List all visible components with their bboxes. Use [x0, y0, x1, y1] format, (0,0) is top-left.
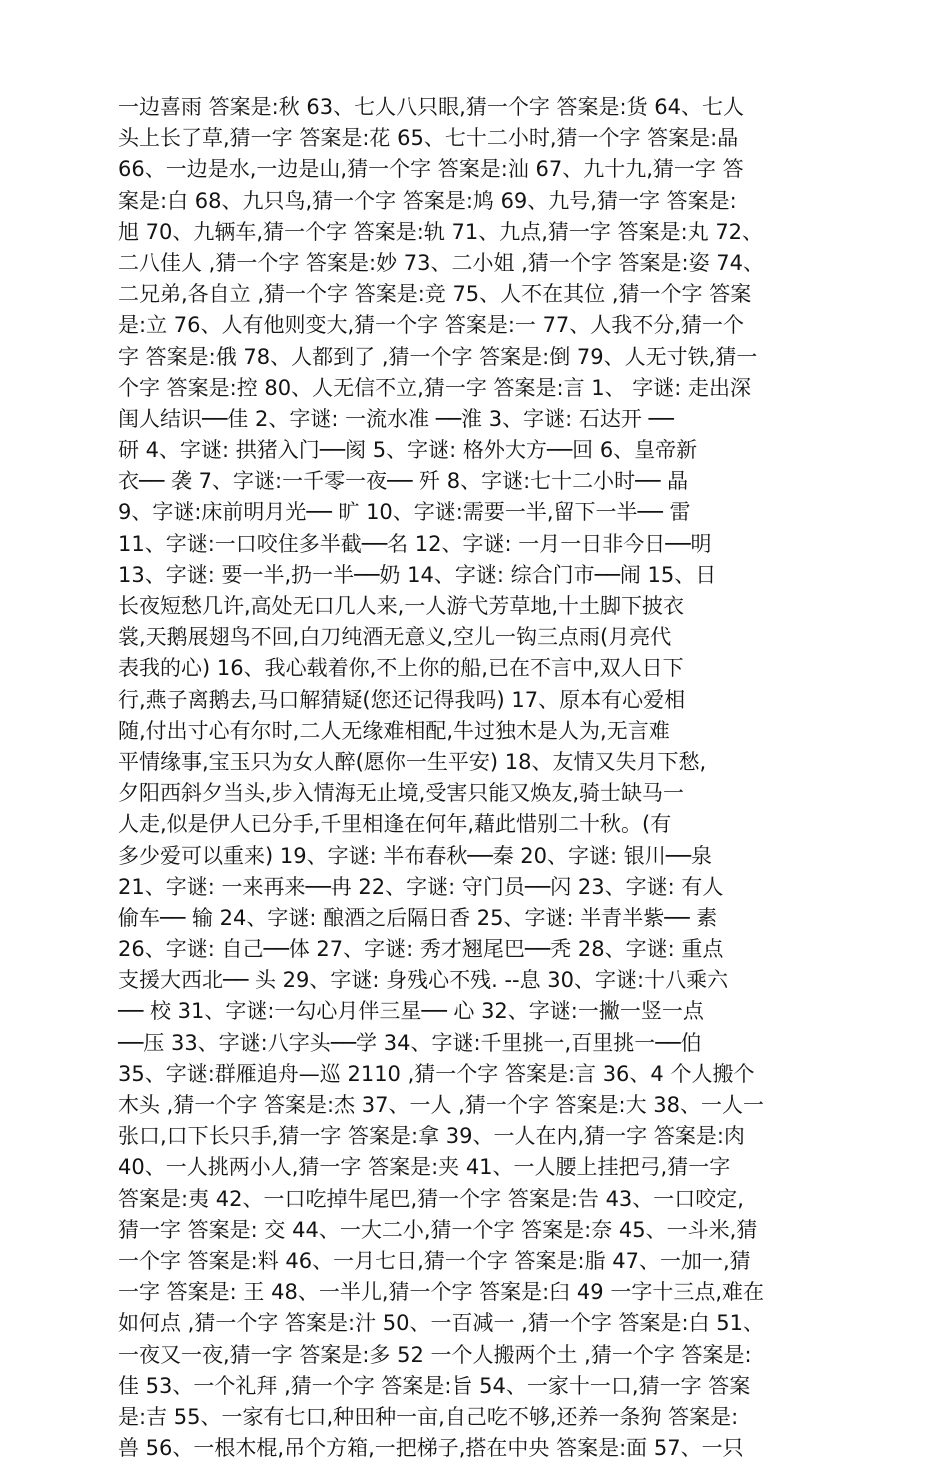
text-line: ──压 33、字谜:八字头──学 34、字谜:千里挑一,百里挑一──伯 — [118, 1030, 702, 1055]
text-line: 偷车── 输 24、字谜: 酿酒之后隔日香 25、字谜: 半青半紫── 素 — [118, 905, 718, 930]
text-line: 二八佳人 ,猜一个字 答案是:妙 73、二小姐 ,猜一个字 答案是:姿 74、 — [118, 250, 764, 275]
text-line: 闺人结识──佳 2、字谜: 一流水准 ──淮 3、字谜: 石达开 ── — [118, 406, 674, 431]
text-line: 个字 答案是:控 80、人无信不立,猜一字 答案是:言 1、 字谜: 走出深 — [118, 375, 752, 400]
document-body — [118, 92, 830, 1464]
text-line: 答案是:夷 42、一口吃掉牛尾巴,猜一个字 答案是:告 43、一口咬定, — [118, 1186, 744, 1211]
text-line: 13、字谜: 要一半,扔一半──奶 14、字谜: 综合门市──闹 15、日 — [118, 562, 717, 587]
text-line: 兽 56、一根木棍,吊个方箱,一把梯子,搭在中央 答案是:面 57、一只 — [118, 1436, 744, 1461]
text-line: ── 校 31、字谜:一勾心月伴三星── 心 32、字谜:一撇一竖一点 — [118, 999, 704, 1024]
text-line: 裳,天鹅展翅鸟不回,白刀纯酒无意义,空儿一钩三点雨(月亮代 — [118, 625, 672, 650]
text-line: 长夜短愁几许,高处无口几人来,一人游弋芳草地,十土脚下披衣 — [118, 594, 685, 618]
text-line: 佳 53、一个礼拜 ,猜一个字 答案是:旨 54、一家十一口,猜一字 答案 — [118, 1373, 751, 1398]
text-line: 夕阳西斜夕当头,步入情海无止境,受害只能又焕友,骑士缺马一 — [118, 781, 685, 806]
text-line: 平情缘事,宝玉只为女人醉(愿你一生平安) 18、友情又失月下愁, — [118, 749, 707, 774]
text-line: 张口,口下长只手,猜一字 答案是:拿 39、一人在内,猜一字 答案是:肉 — [118, 1124, 745, 1149]
text-line: 多少爱可以重来) 19、字谜: 半布春秋──秦 20、字谜: 银川──泉 — [118, 843, 713, 868]
text-line: 如何点 ,猜一个字 答案是:汁 50、一百减一 ,猜一个字 答案是:白 51、 — [118, 1311, 764, 1336]
text-line: 二兄弟,各自立 ,猜一个字 答案是:竞 75、人不在其位 ,猜一个字 答案 — [118, 282, 752, 307]
text-line: 40、一人挑两小人,猜一字 答案是:夹 41、一人腰上挂把弓,猜一字 — [118, 1155, 731, 1180]
text-line: 头上长了草,猜一字 答案是:花 65、七十二小时,猜一个字 答案是:晶 — [118, 126, 739, 151]
text-line: 行,燕子离鹅去,马口解猜疑(您还记得我吗) 17、原本有心爱相 — [118, 687, 686, 712]
text-line: 字 答案是:俄 78、人都到了 ,猜一个字 答案是:倒 79、人无寸铁,猜一 — [118, 344, 758, 369]
text-line: 是:立 76、人有他则变大,猜一个字 答案是:一 77、人我不分,猜一个 — [118, 313, 744, 338]
text-line: 一夜又一夜,猜一字 答案是:多 52 一个人搬两个土 ,猜一个字 答案是: — [118, 1342, 752, 1367]
text-line: 21、字谜: 一来再来──冉 22、字谜: 守门员──闪 23、字谜: 有人 — [118, 874, 724, 899]
text-line: 一边喜雨 答案是:秋 63、七人八只眼,猜一个字 答案是:货 64、七人 — [118, 95, 744, 119]
text-line: 表我的心) 16、我心载着你,不上你的船,已在不言中,双人日下 — [118, 656, 684, 681]
text-line: 是:吉 55、一家有七口,种田种一亩,自己吃不够,还养一条狗 答案是: — [118, 1404, 739, 1429]
text-line: 案是:白 68、九只鸟,猜一个字 答案是:鸠 69、九号,猜一字 答案是: — [118, 188, 737, 213]
text-line: 一字 答案是: 王 48、一半儿,猜一个字 答案是:臼 49 一字十三点,难在 — [118, 1280, 764, 1305]
text-line: 木头 ,猜一个字 答案是:杰 37、一人 ,猜一个字 答案是:大 38、一人一 — [118, 1093, 764, 1117]
text-line: 猜一字 答案是: 交 44、一大二小,猜一个字 答案是:奈 45、一斗米,猜 — [118, 1217, 758, 1242]
text-line: 11、字谜:一口咬住多半截──名 12、字谜: 一月一日非今日──明 — [118, 531, 712, 556]
text-line: 衣── 袭 7、字谜:一千零一夜── 歼 8、字谜:七十二小时── 晶 — [118, 469, 689, 494]
text-line: 支援大西北── 头 29、字谜: 身残心不残. --息 30、字谜:十八乘六 — [118, 968, 729, 993]
text-line: 人走,似是伊人已分手,千里相逢在何年,藉此惜别二十秋。(有 — [118, 812, 672, 837]
text-line: 35、字谜:群雁追舟—巡 2110 ,猜一个字 答案是:言 36、4 个人搬个 — [118, 1061, 755, 1086]
text-line: 研 4、字谜: 拱猪入门──阂 5、字谜: 格外大方──回 6、皇帝新 — [118, 438, 698, 463]
text-line: 一个字 答案是:料 46、一月七日,猜一个字 答案是:脂 47、一加一,猜 — [118, 1248, 751, 1273]
text-line: 66、一边是水,一边是山,猜一个字 答案是:汕 67、九十九,猜一字 答 — [118, 157, 744, 182]
text-line: 旭 70、九辆车,猜一个字 答案是:轨 71、九点,猜一字 答案是:丸 72、 — [118, 219, 764, 244]
text-line: 随,付出寸心有尔时,二人无缘难相配,牛过独木是人为,无言难 — [118, 718, 670, 743]
text-line: 9、字谜:床前明月光── 旷 10、字谜:需要一半,留下一半── 雷 — [118, 500, 691, 525]
text-line: 26、字谜: 自己──体 27、字谜: 秀才翘尾巴──秃 28、字谜: 重点 — [118, 937, 724, 962]
